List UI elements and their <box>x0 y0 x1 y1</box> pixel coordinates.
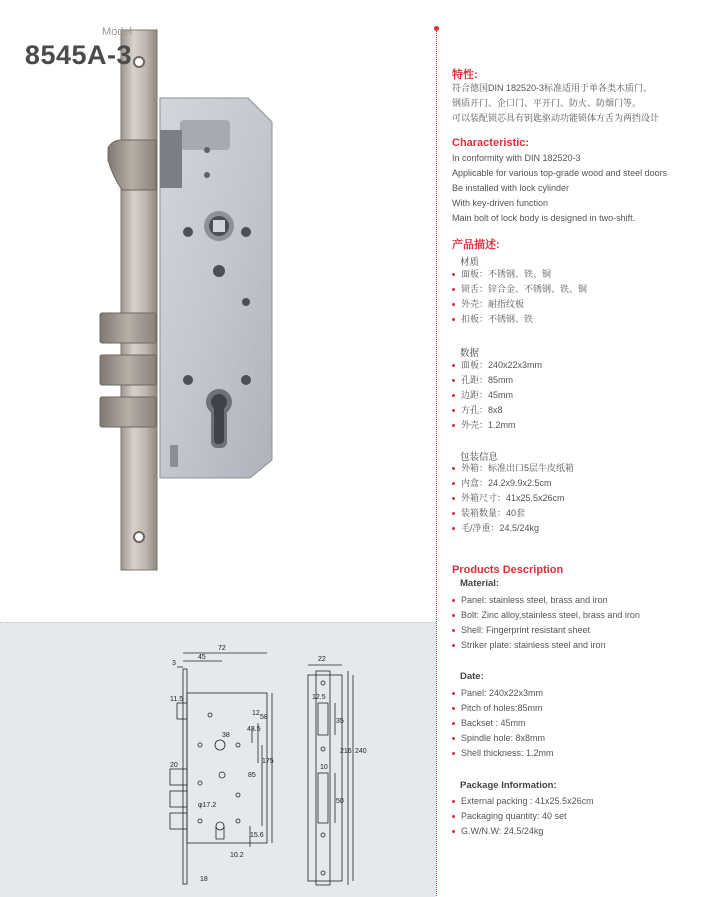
list-item: External packing : 41x25.5x26cm <box>452 794 594 809</box>
list-item: 外壳：1.2mm <box>452 418 542 433</box>
en-package-heading: Package Information: <box>460 780 557 791</box>
cn-data-heading: 数据 <box>460 348 480 359</box>
en-description-title: Products Description <box>452 564 564 576</box>
en-material-heading: Material: <box>460 578 500 589</box>
list-item: 边距：45mm <box>452 388 542 403</box>
list-item: Spindle hole: 8x8mm <box>452 731 554 746</box>
list-item: Shell thickness: 1.2mm <box>452 746 554 761</box>
dim-3: 3 <box>172 660 176 667</box>
list-item: 装箱数量：40套 <box>452 506 574 521</box>
model-label: Model <box>102 26 132 38</box>
dim-15-6: 15.6 <box>250 832 264 839</box>
list-item: Panel: 240x22x3mm <box>452 686 554 701</box>
list-item: Bolt: Zinc alloy,stainless steel, brass and iron <box>452 608 640 623</box>
divider-line <box>436 28 437 896</box>
divider-dot <box>434 26 439 31</box>
dim-45: 45 <box>198 654 206 661</box>
cn-package-list <box>452 461 574 536</box>
list-item: 扣板：不锈钢、铁 <box>452 312 587 327</box>
list-item: 孔距：85mm <box>452 373 542 388</box>
en-characteristic-title: Characteristic: <box>452 137 530 149</box>
en-char-line-5: Main bolt of lock body is designed in two-shift. <box>452 213 636 223</box>
list-item: Shell: Fingerprint resistant sheet <box>452 623 640 638</box>
dim-11-5: 11.5 <box>170 696 184 703</box>
dim-20: 20 <box>170 762 178 769</box>
cn-material-heading: 材质 <box>460 257 480 268</box>
cn-description-title: 产品描述: <box>452 239 500 251</box>
dim-10-2: 10.2 <box>230 852 244 859</box>
list-item: 外箱尺寸：41x25.5x26cm <box>452 491 574 506</box>
en-char-line-4: With key-driven function <box>452 198 549 208</box>
dim-50: 50 <box>336 798 344 805</box>
dim-18: 18 <box>200 876 208 883</box>
dim-38: 38 <box>222 732 230 739</box>
en-date-heading: Date: <box>460 671 484 682</box>
cn-features-line-1: 符合德国DIN 182520-3标准适用于单各类木质门、 <box>452 83 653 93</box>
dim-85: 85 <box>248 772 256 779</box>
list-item: 锁舌：锌合金、不锈钢、铁、铜 <box>452 282 587 297</box>
list-item: 外箱：标准出口5层牛皮纸箱 <box>452 461 574 476</box>
cn-package-heading: 包装信息 <box>460 452 499 463</box>
dim-43-5: 43.5 <box>247 726 261 733</box>
list-item: Pitch of holes:85mm <box>452 701 554 716</box>
cn-material-list <box>452 267 587 327</box>
cn-features-line-2: 钢质开门、企口门、平开门、防火、防烟门等。 <box>452 98 642 108</box>
en-date-list <box>452 686 554 761</box>
list-item: Backset : 45mm <box>452 716 554 731</box>
cn-data-list <box>452 358 542 433</box>
model-number: 8545A-3 <box>24 40 132 70</box>
en-char-line-3: Be installed with lock cylinder <box>452 183 570 193</box>
dim-175: 175 <box>262 758 274 765</box>
dim-72: 72 <box>218 645 226 652</box>
dim-35: 35 <box>336 718 344 725</box>
dim-10: 10 <box>320 764 328 771</box>
dim-58: 58 <box>260 714 268 721</box>
lock-body-image <box>0 0 436 620</box>
technical-drawing <box>0 623 436 897</box>
en-char-line-2: Applicable for various top-grade wood and steel doors <box>452 168 668 178</box>
list-item: 毛/净重：24.5/24kg <box>452 521 574 536</box>
dim-12: 12 <box>252 710 260 717</box>
en-material-list <box>452 593 640 653</box>
cn-features-title: 特性: <box>452 69 478 81</box>
list-item: 面板：不锈钢、铁、铜 <box>452 267 587 282</box>
dim-17-2: φ17.2 <box>198 802 217 809</box>
list-item: 内盒：24.2x9.9x2.5cm <box>452 476 574 491</box>
en-package-list <box>452 794 594 839</box>
dim-240: 240 <box>355 748 367 755</box>
dim-22: 22 <box>318 656 326 663</box>
list-item: Packaging quantity: 40 set <box>452 809 594 824</box>
dim-12-5: 12.5 <box>312 694 326 701</box>
list-item: 外壳：耐指纹板 <box>452 297 587 312</box>
en-char-line-1: In conformity with DIN 182520-3 <box>452 153 581 163</box>
list-item: Panel: stainless steel, brass and iron <box>452 593 640 608</box>
list-item: G.W/N.W: 24.5/24kg <box>452 824 594 839</box>
cn-features-line-3: 可以装配锁芯具有钥匙驱动功能锁体方舌为两挡设计 <box>452 113 660 123</box>
list-item: Striker plate: stainless steel and iron <box>452 638 640 653</box>
technical-drawing-panel <box>0 622 436 897</box>
dim-216: 216 <box>340 748 352 755</box>
list-item: 面板：240x22x3mm <box>452 358 542 373</box>
list-item: 方孔：8x8 <box>452 403 542 418</box>
